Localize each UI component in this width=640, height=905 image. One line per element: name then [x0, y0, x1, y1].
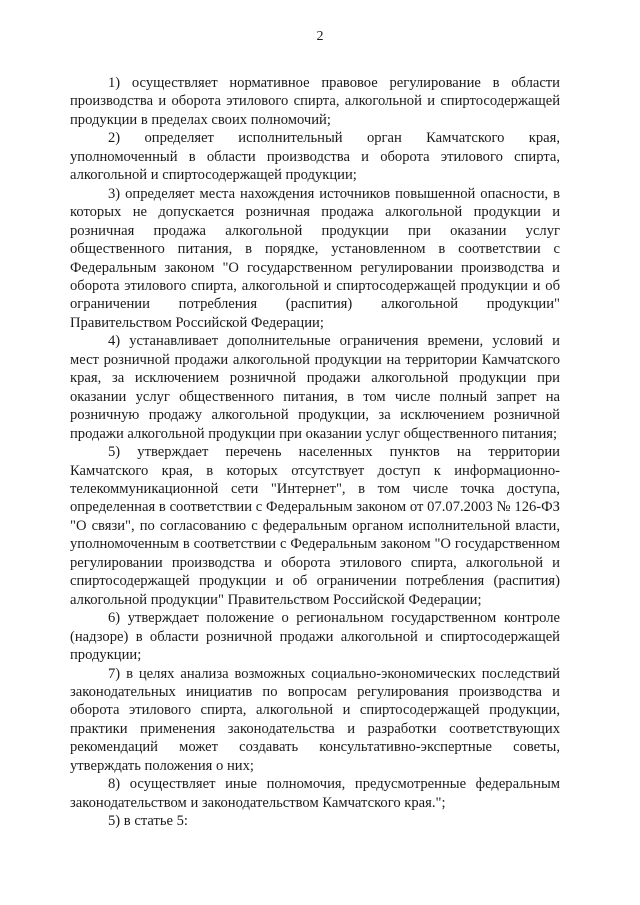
paragraph-item-4: 4) устанавливает дополнительные ограничения времени, условий и мест розничной продажи алкогольной продукции на территории Камчатского края, за исключением розничной продажи алкогольной продукции при оказании услуг общественного питания, в том числе полный запрет на розничную продажу алкогольной продукции, за исключением розничной продажи алкогольной продукции при оказании услуг общественного питания; — [70, 333, 560, 442]
paragraph-item-2: 2) определяет исполнительный орган Камчатского края, уполномоченный в области производства и оборота этилового спирта, алкогольной и спиртосодержащей продукции; — [70, 130, 560, 184]
paragraph-item-3: 3) определяет места нахождения источников повышенной опасности, в которых не допускается розничная продажа алкогольной продукции и розничная продажа алкогольной продукции при оказании услуг общественного питания, в порядке, установленном в соответствии с Федеральным законом "О государственном регулировании производства и оборота этилового спирта, алкогольной и спиртосодержащей продукции и об ограничении потребления (распития) алкогольной продукции" Правительством Российской Федерации; — [70, 185, 560, 331]
paragraph-item-7: 7) в целях анализа возможных социально-экономических последствий законодательных инициатив по вопросам регулирования производства и оборота этилового спирта, алкогольной и спиртосодержащей продукции, практики применения законодательства и разработки соответствующих рекомендаций может создавать консультативно-экспертные советы, утверждать положения о них; — [70, 665, 560, 774]
paragraph-item-8: 8) осуществляет иные полномочия, предусмотренные федеральным законодательством и законодательством Камчатского края."; — [70, 776, 560, 811]
paragraph-item-1: 1) осуществляет нормативное правовое регулирование в области производства и оборота этилового спирта, алкогольной и спиртосодержащей продукции в пределах своих полномочий; — [70, 75, 560, 128]
document-body — [70, 74, 560, 831]
paragraph-item-6: 6) утверждает положение о региональном государственном контроле (надзоре) в области розничной продажи алкогольной и спиртосодержащей продукции; — [70, 610, 560, 664]
paragraph-article-5: 5) в статье 5: — [108, 813, 188, 830]
page-number: 2 — [316, 29, 324, 44]
paragraph-item-5: 5) утверждает перечень населенных пунктов на территории Камчатского края, в которых отсутствует доступ к информационно-телекоммуникационной сети "Интернет", в том числе точка доступа, определенная в соответствии с Федеральным законом от 07.07.2003 № 126-ФЗ "О связи", по согласованию с федеральным органом исполнительной власти, уполномоченным в соответствии с Федеральным законом "О государственном регулировании производства и оборота этилового спирта, алкогольной и спиртосодержащей продукции и об ограничении потребления (распития) алкогольной продукции" Правительством Российской Федерации; — [70, 444, 560, 608]
